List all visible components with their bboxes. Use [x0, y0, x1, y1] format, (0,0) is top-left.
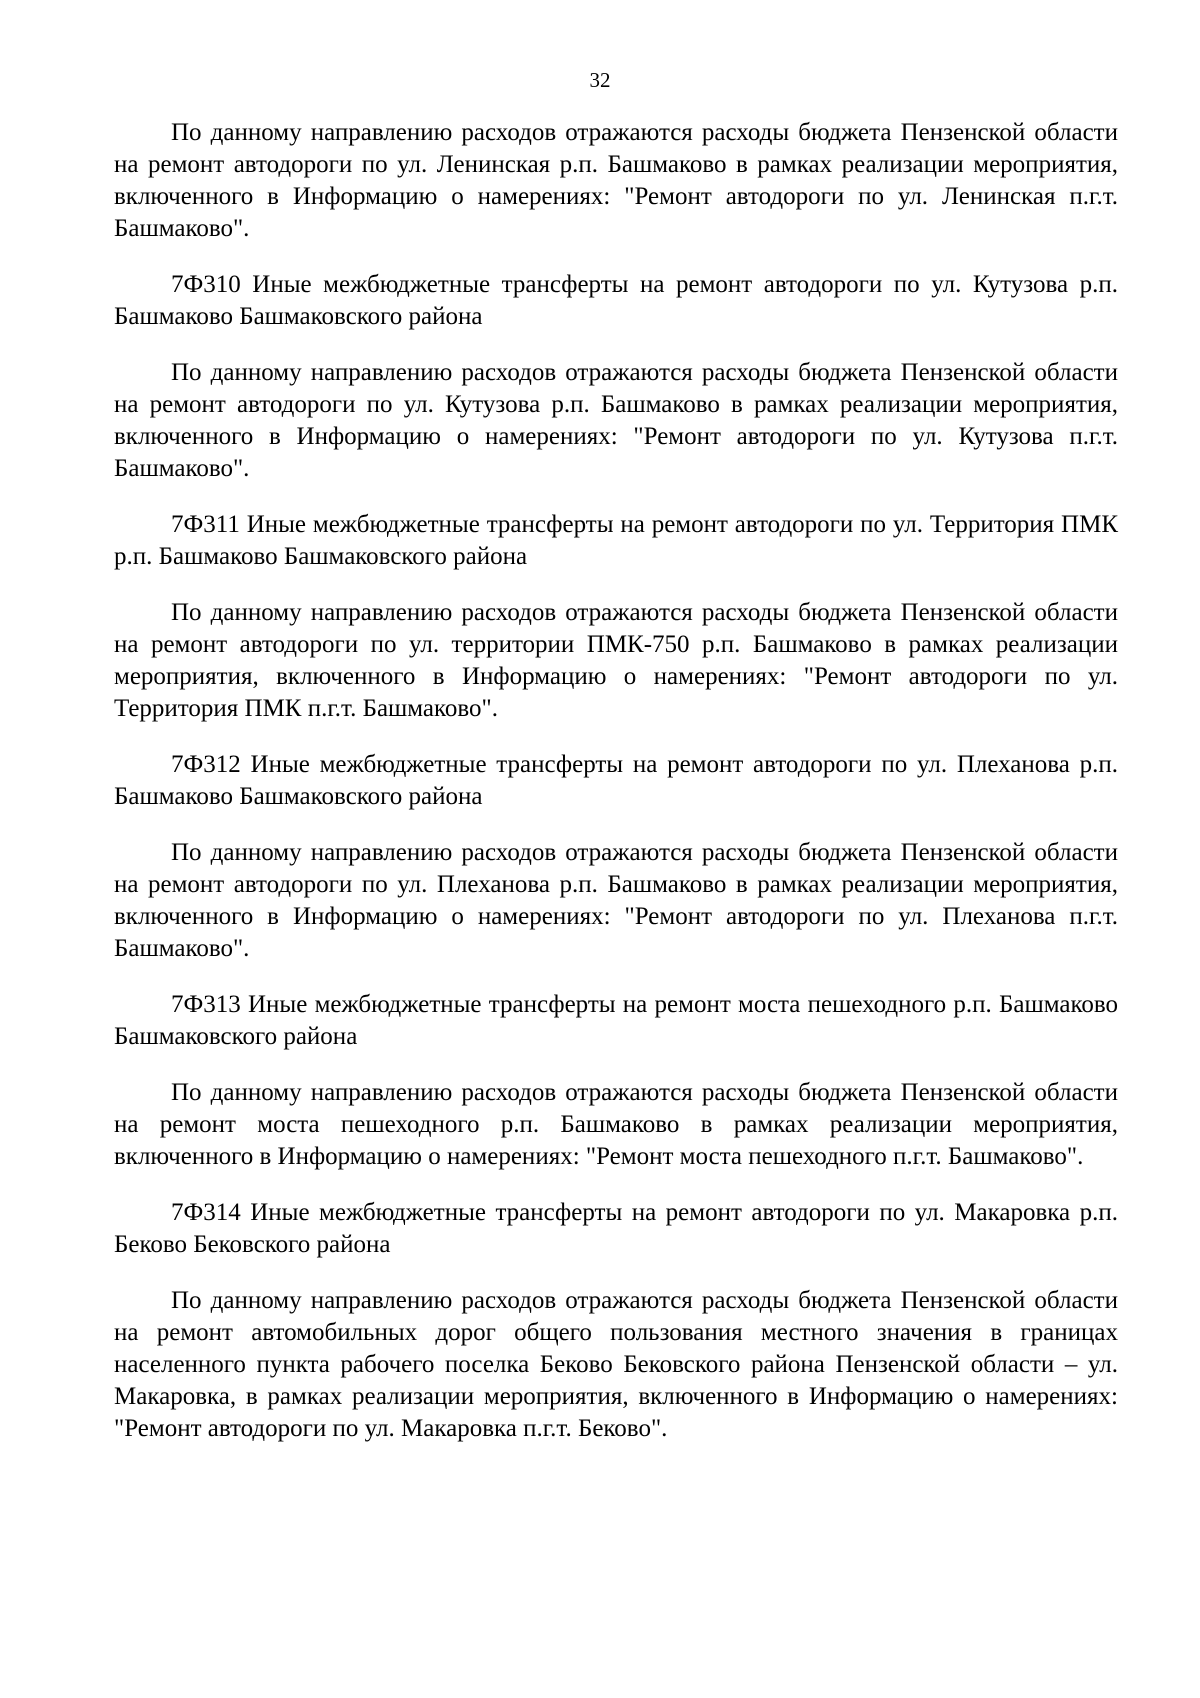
paragraph-description: По данному направлению расходов отражаются расходы бюджета Пензенской области на ремонт автодороги по ул. Кутузова р.п. Башмаково в рамках реализации мероприятия, включенного в Информацию о намерениях: "Ремонт автодороги по ул. Кутузова п.г.т. Башмаково". [114, 359, 1118, 482]
paragraph-description: По данному направлению расходов отражаются расходы бюджета Пензенской области на ремонт автомобильных дорог общего пользования местного значения в границах населенного пункта рабочего поселка Беково Бековского района Пензенской области – ул. Макаровка, в рамках реализации мероприятия, включенного в Информацию о намерениях: "Ремонт автодороги по ул. Макаровка п.г.т. Беково". [114, 1287, 1118, 1442]
page-number: 32 [589, 68, 611, 92]
paragraph-heading-7f311: 7Ф311 Иные межбюджетные трансферты на ремонт автодороги по ул. Территория ПМК р.п. Башмаково Башмаковского района [114, 511, 1118, 570]
paragraph-heading-7f312: 7Ф312 Иные межбюджетные трансферты на ремонт автодороги по ул. Плеханова р.п. Башмаково Башмаковского района [114, 751, 1118, 810]
paragraph-description: По данному направлению расходов отражаются расходы бюджета Пензенской области на ремонт автодороги по ул. Плеханова р.п. Башмаково в рамках реализации мероприятия, включенного в Информацию о намерениях: "Ремонт автодороги по ул. Плеханова п.г.т. Башмаково". [114, 839, 1118, 962]
paragraph-description: По данному направлению расходов отражаются расходы бюджета Пензенской области на ремонт моста пешеходного р.п. Башмаково в рамках реализации мероприятия, включенного в Информацию о намерениях: "Ремонт моста пешеходного п.г.т. Башмаково". [114, 1079, 1118, 1170]
paragraph-heading-7f310: 7Ф310 Иные межбюджетные трансферты на ремонт автодороги по ул. Кутузова р.п. Башмаково Башмаковского района [114, 271, 1118, 330]
paragraph-heading-7f313: 7Ф313 Иные межбюджетные трансферты на ремонт моста пешеходного р.п. Башмаково Башмаковского района [114, 991, 1118, 1050]
document-body [114, 117, 1118, 1445]
paragraph-heading-7f314: 7Ф314 Иные межбюджетные трансферты на ремонт автодороги по ул. Макаровка р.п. Беково Бековского района [114, 1199, 1118, 1258]
paragraph-description: По данному направлению расходов отражаются расходы бюджета Пензенской области на ремонт автодороги по ул. территории ПМК-750 р.п. Башмаково в рамках реализации мероприятия, включенного в Информацию о намерениях: "Ремонт автодороги по ул. Территория ПМК п.г.т. Башмаково". [114, 599, 1118, 722]
paragraph-description: По данному направлению расходов отражаются расходы бюджета Пензенской области на ремонт автодороги по ул. Ленинская р.п. Башмаково в рамках реализации мероприятия, включенного в Информацию о намерениях: "Ремонт автодороги по ул. Ленинская п.г.т. Башмаково". [114, 119, 1118, 242]
